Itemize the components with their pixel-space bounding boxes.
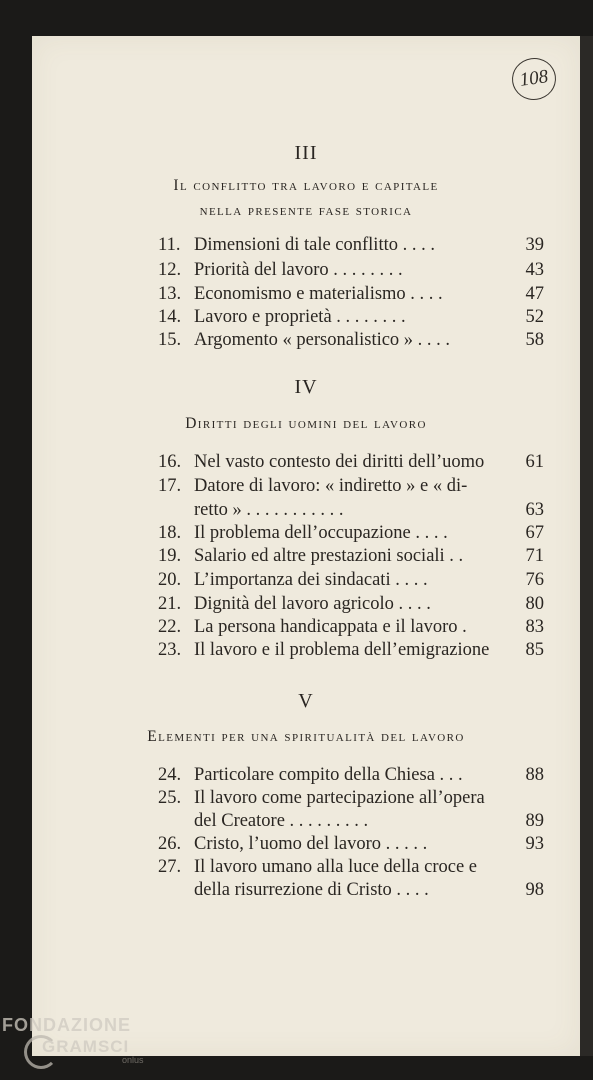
entry-number: 21.: [158, 594, 182, 614]
toc-entry-continuation: [194, 498, 544, 522]
entry-page: 47: [525, 284, 544, 304]
entry-title: Argomento « personalistico » . . . .: [194, 330, 451, 350]
entry-number: 11.: [158, 235, 181, 255]
section-title-line: nella presente fase storica: [199, 202, 413, 219]
entry-page: 83: [525, 617, 544, 637]
entry-page: 89: [525, 811, 544, 831]
entry-number: 16.: [158, 452, 182, 472]
entry-title: Nel vasto contesto dei diritti dell’uomo: [194, 452, 485, 472]
toc-entry: [158, 544, 544, 568]
toc-entry: [158, 832, 544, 856]
watermark-line-1: FONDAZIONE: [2, 1015, 131, 1035]
entry-page: 71: [525, 546, 544, 566]
entry-title: Dignità del lavoro agricolo . . . .: [194, 594, 431, 614]
entry-title: Il problema dell’occupazione . . . .: [194, 523, 448, 543]
toc-entry: [158, 568, 544, 592]
section-title-line: Il conflitto tra lavoro e capitale: [173, 177, 439, 194]
entry-page: 80: [525, 594, 544, 614]
section-title-line: Diritti degli uomini del lavoro: [185, 415, 427, 432]
entry-title: Particolare compito della Chiesa . . .: [194, 765, 463, 785]
entry-page: 76: [525, 570, 544, 590]
watermark-line-3: onlus: [122, 1055, 144, 1065]
toc-entry: [158, 474, 544, 498]
entry-title: Dimensioni di tale conflitto . . . .: [194, 235, 435, 255]
entry-title: Cristo, l’uomo del lavoro . . . . .: [194, 834, 428, 854]
entry-number: 24.: [158, 765, 182, 785]
entry-page: 85: [525, 640, 544, 660]
toc-entry: [158, 763, 544, 787]
toc-entry: [158, 258, 544, 282]
entry-number: 23.: [158, 640, 182, 660]
entry-title: Il lavoro umano alla luce della croce e: [194, 857, 478, 877]
entry-number: 17.: [158, 476, 182, 496]
watermark-line-2: GRAMSCI: [42, 1037, 130, 1056]
toc-entry: [158, 521, 544, 545]
entry-title: Lavoro e proprietà . . . . . . . .: [194, 307, 406, 327]
entry-page: 43: [525, 260, 544, 280]
toc-entry: [158, 282, 544, 306]
entry-number: 18.: [158, 523, 182, 543]
entry-title: Priorità del lavoro . . . . . . . .: [194, 260, 403, 280]
entry-page: 52: [525, 307, 544, 327]
section-number: III: [294, 142, 318, 164]
entry-page: 63: [525, 500, 544, 520]
entry-page: 39: [525, 235, 544, 255]
entry-number: 13.: [158, 284, 182, 304]
toc-entry: [158, 305, 544, 329]
entry-number: 15.: [158, 330, 182, 350]
entry-title: Il lavoro come partecipazione all’opera: [194, 788, 485, 808]
toc-entry-continuation: [194, 809, 544, 833]
toc-entry: [158, 855, 544, 879]
entry-title: La persona handicappata e il lavoro .: [194, 617, 467, 637]
entry-page: 98: [525, 880, 544, 900]
entry-title-continuation: retto » . . . . . . . . . . .: [194, 500, 344, 520]
entry-title: Il lavoro e il problema dell’emigrazione: [194, 640, 490, 660]
entry-number: 14.: [158, 307, 182, 327]
entry-title: Datore di lavoro: « indiretto » e « di-: [194, 476, 468, 496]
page-edge: [580, 36, 593, 1056]
handwritten-page-number: 108: [509, 55, 558, 103]
toc-entry: [158, 592, 544, 616]
entry-title-continuation: del Creatore . . . . . . . . .: [194, 811, 369, 831]
entry-page: 93: [525, 834, 544, 854]
entry-number: 22.: [158, 617, 182, 637]
entry-page: 61: [525, 452, 544, 472]
entry-title-continuation: della risurrezione di Cristo . . . .: [194, 880, 429, 900]
entry-title: L’importanza dei sindacati . . . .: [194, 570, 428, 590]
toc-entry-continuation: [194, 878, 544, 902]
entry-number: 26.: [158, 834, 182, 854]
toc-entry: [158, 638, 544, 662]
section-title-line: Elementi per una spiritualità del lavoro: [147, 728, 465, 745]
toc-entry: [158, 328, 544, 352]
entry-page: 58: [525, 330, 544, 350]
entry-page: 88: [525, 765, 544, 785]
toc-entry: [158, 786, 544, 810]
entry-number: 12.: [158, 260, 182, 280]
entry-title: Economismo e materialismo . . . .: [194, 284, 443, 304]
toc-entry: [158, 233, 544, 257]
archive-watermark-logo: [2, 1015, 144, 1065]
entry-number: 19.: [158, 546, 182, 566]
toc-entry: [158, 615, 544, 639]
entry-number: 27.: [158, 857, 182, 877]
entry-number: 25.: [158, 788, 182, 808]
entry-number: 20.: [158, 570, 182, 590]
section-number: IV: [294, 376, 318, 398]
entry-page: 67: [525, 523, 544, 543]
entry-title: Salario ed altre prestazioni sociali . .: [194, 546, 464, 566]
toc-entry: [158, 450, 544, 474]
section-number: V: [298, 690, 314, 712]
